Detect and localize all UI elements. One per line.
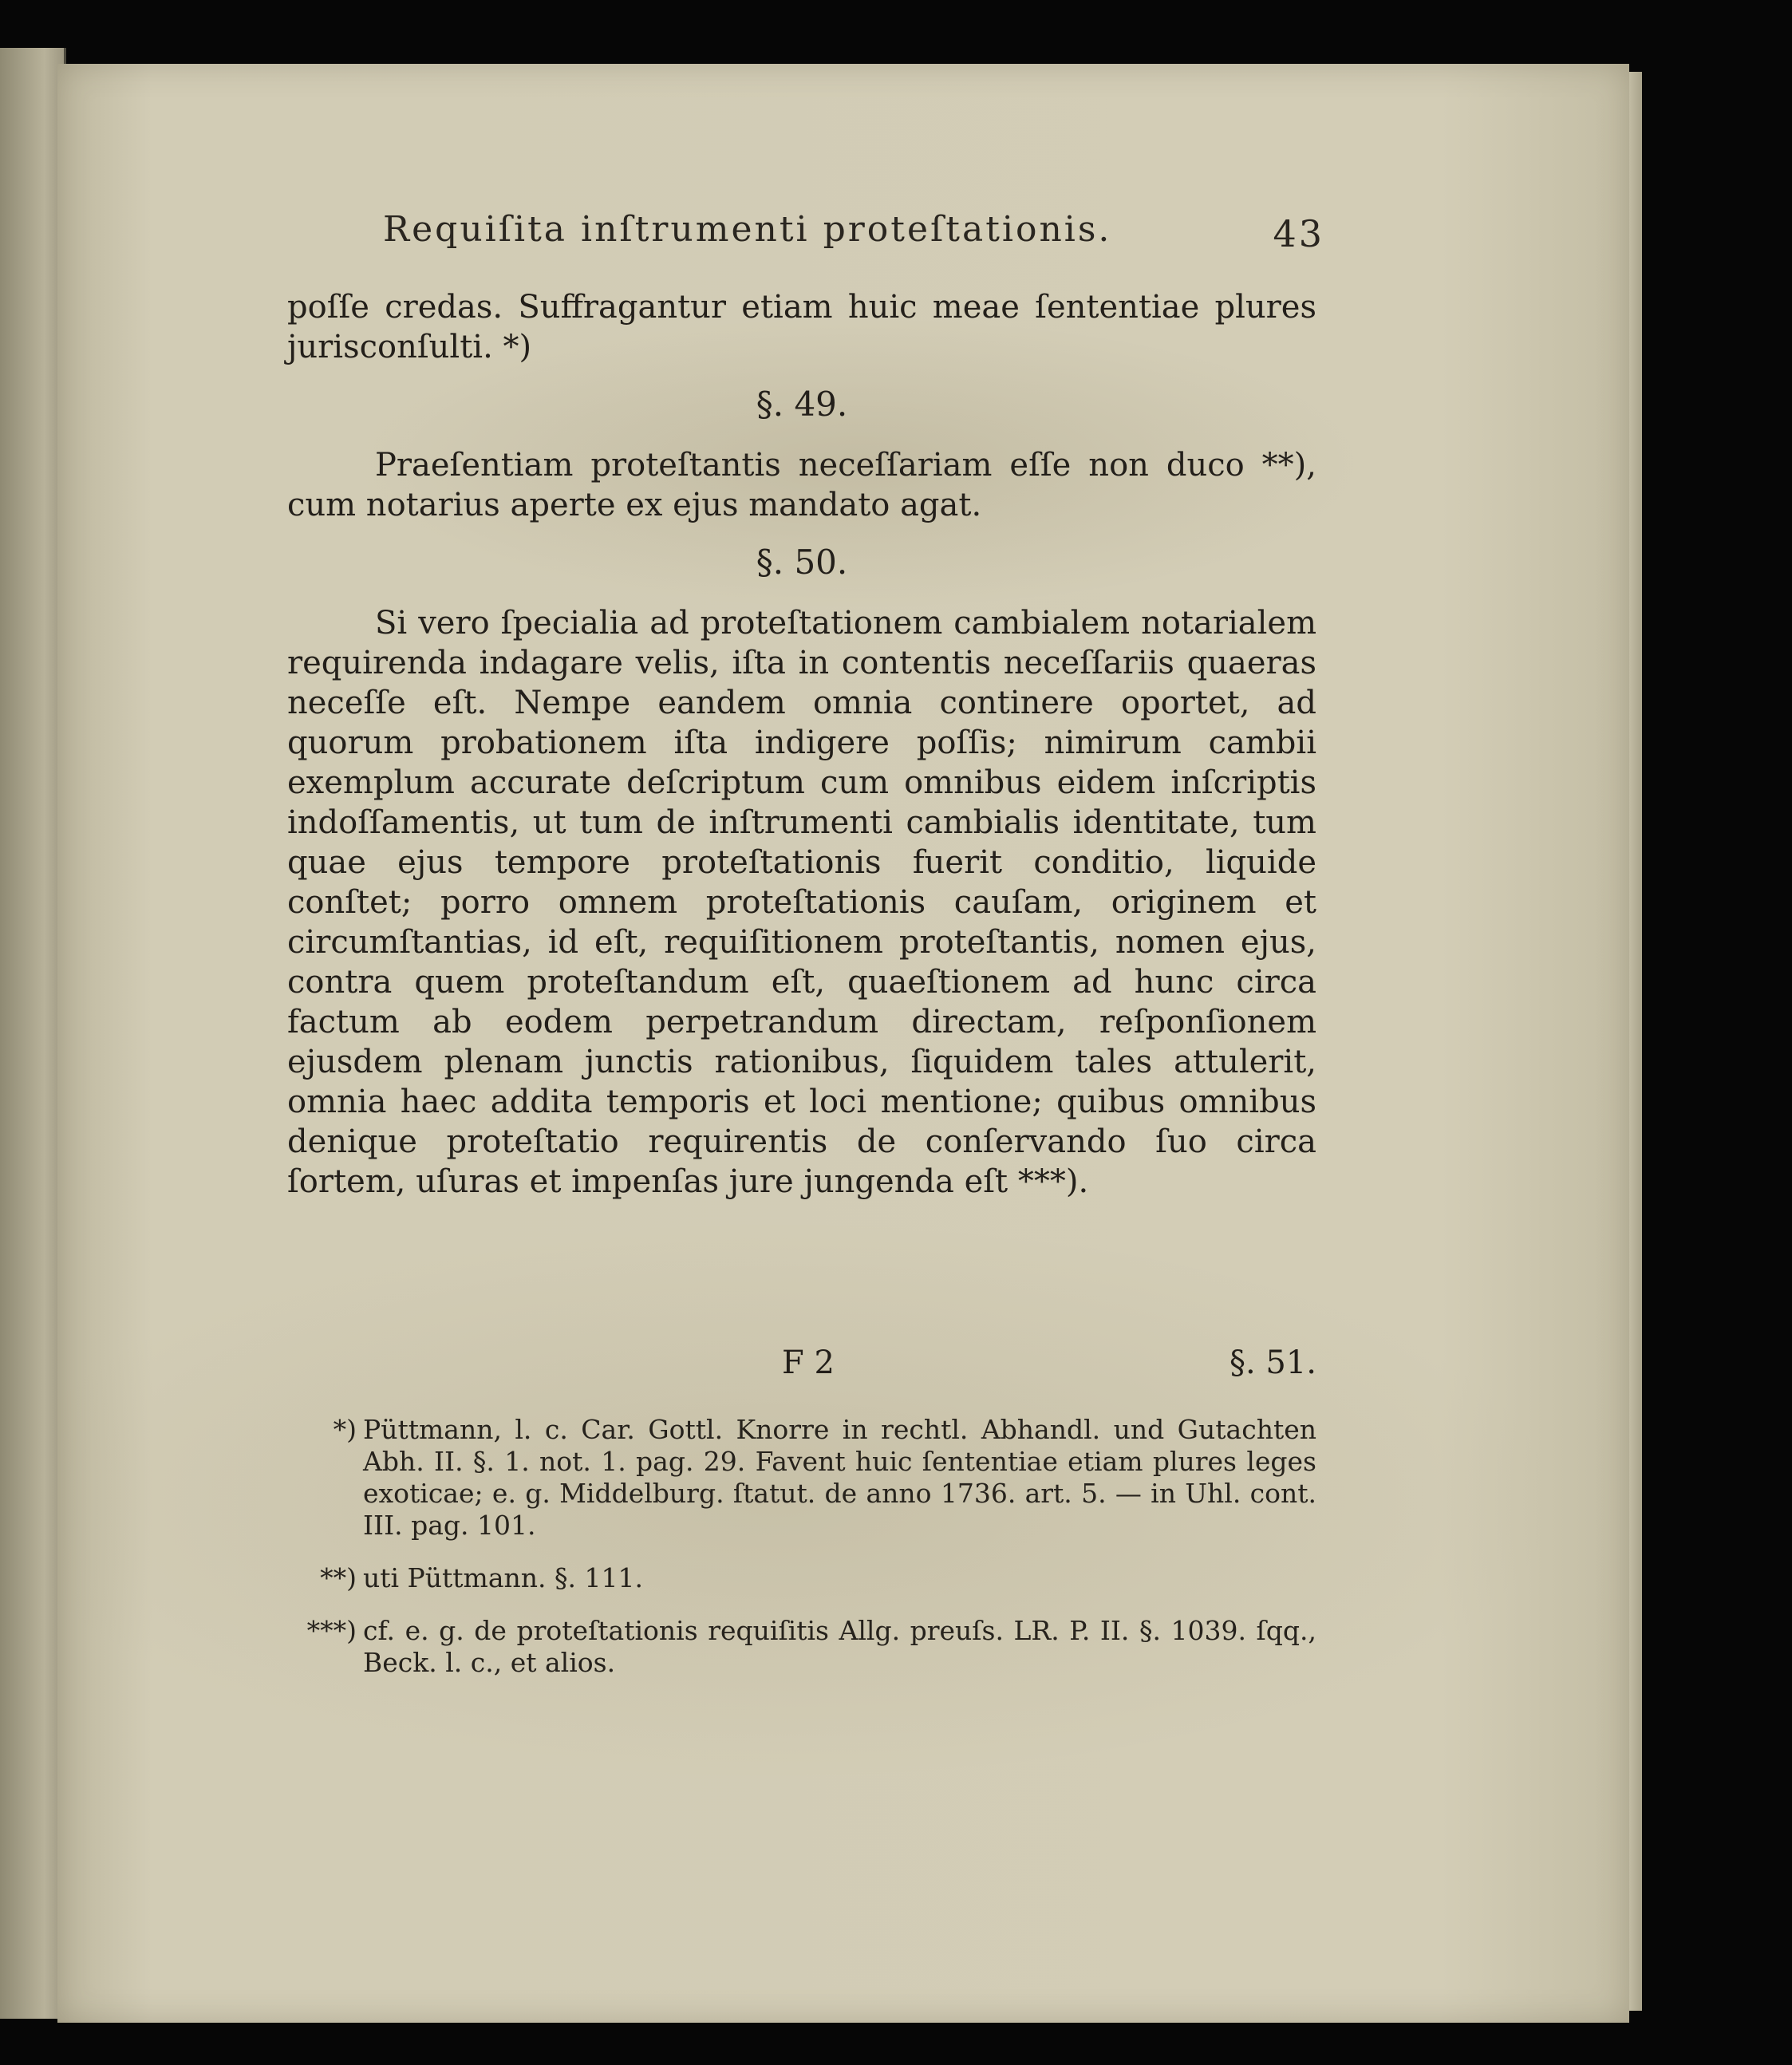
running-title: Requiſita inſtrumenti proteſtationis. [383, 209, 1112, 250]
footnote [287, 1562, 1316, 1594]
paragraph-section-49: Praeſentiam proteſtantis neceſſariam eſſe non duco **), cum notarius aperte ex ejus mandato agat. [287, 447, 1316, 523]
footnote [287, 1615, 1316, 1679]
footnote-marker: ***) [306, 1615, 357, 1646]
footnote-text: Püttmann, l. c. Car. Gottl. Knorre in rechtl. Abhandl. und Gutachten Abh. II. §. 1. not. 1. pag. 29. Favent huic ſententiae etiam plures leges exoticae; e. g. Middelburg. ſtatut. de anno 1736. art. 5. — in Uhl. cont. III. pag. 101. [363, 1414, 1316, 1541]
signature-mark: F 2 [782, 1344, 835, 1381]
section-heading-50: §. 50. [756, 543, 848, 582]
footnotes [287, 1414, 1316, 1700]
footnote [287, 1414, 1316, 1542]
page-footer [287, 1344, 1316, 1392]
main-text [287, 287, 1316, 1202]
footnote-text: cf. e. g. de proteſtationis requiſitis Allg. preuſs. LR. P. II. §. 1039. ſqq., Beck. l. c., et alios. [363, 1615, 1316, 1678]
footnote-marker: *) [333, 1414, 357, 1445]
previous-page-edge [0, 48, 66, 2019]
catchword: §. 51. [1229, 1344, 1316, 1381]
paragraph-continued: poſſe credas. Suffragantur etiam huic meae ſententiae plures jurisconſulti. *) [287, 289, 1316, 365]
footnote-text: uti Püttmann. §. 111. [363, 1562, 643, 1593]
running-head [383, 209, 1324, 265]
section-heading-49: §. 49. [756, 385, 848, 424]
paragraph-section-50: Si vero ſpecialia ad proteſtationem cambialem notarialem requirenda indagare velis, iſta in contentis neceſſariis quaeras neceſſe eſt. Nempe eandem omnia continere oportet, ad quorum probationem iſta indigere poſſis; nimirum cambii exemplum accurate deſcriptum cum omnibus eidem inſcriptis indoſſamentis, ut tum de inſtrumenti cambialis identitate, tum quae ejus tempore proteſtationis fuerit conditio, liquide conſtet; porro omnem proteſtationis cauſam, originem et circumſtantias, id eſt, requiſitionem proteſtantis, nomen ejus, contra quem proteſtandum eſt, quaeſtionem ad hunc circa factum ab eodem perpetrandum directam, reſponſionem ejusdem plenam junctis rationibus, ſiquidem tales attulerit, omnia haec addita temporis et loci mentione; quibus omnibus denique proteſtatio requirentis de conſervando ſuo circa ſortem, uſuras et impenſas jure jungenda eſt ***). [287, 605, 1316, 1200]
page-number: 43 [1273, 212, 1324, 255]
footnote-marker: **) [320, 1562, 357, 1593]
